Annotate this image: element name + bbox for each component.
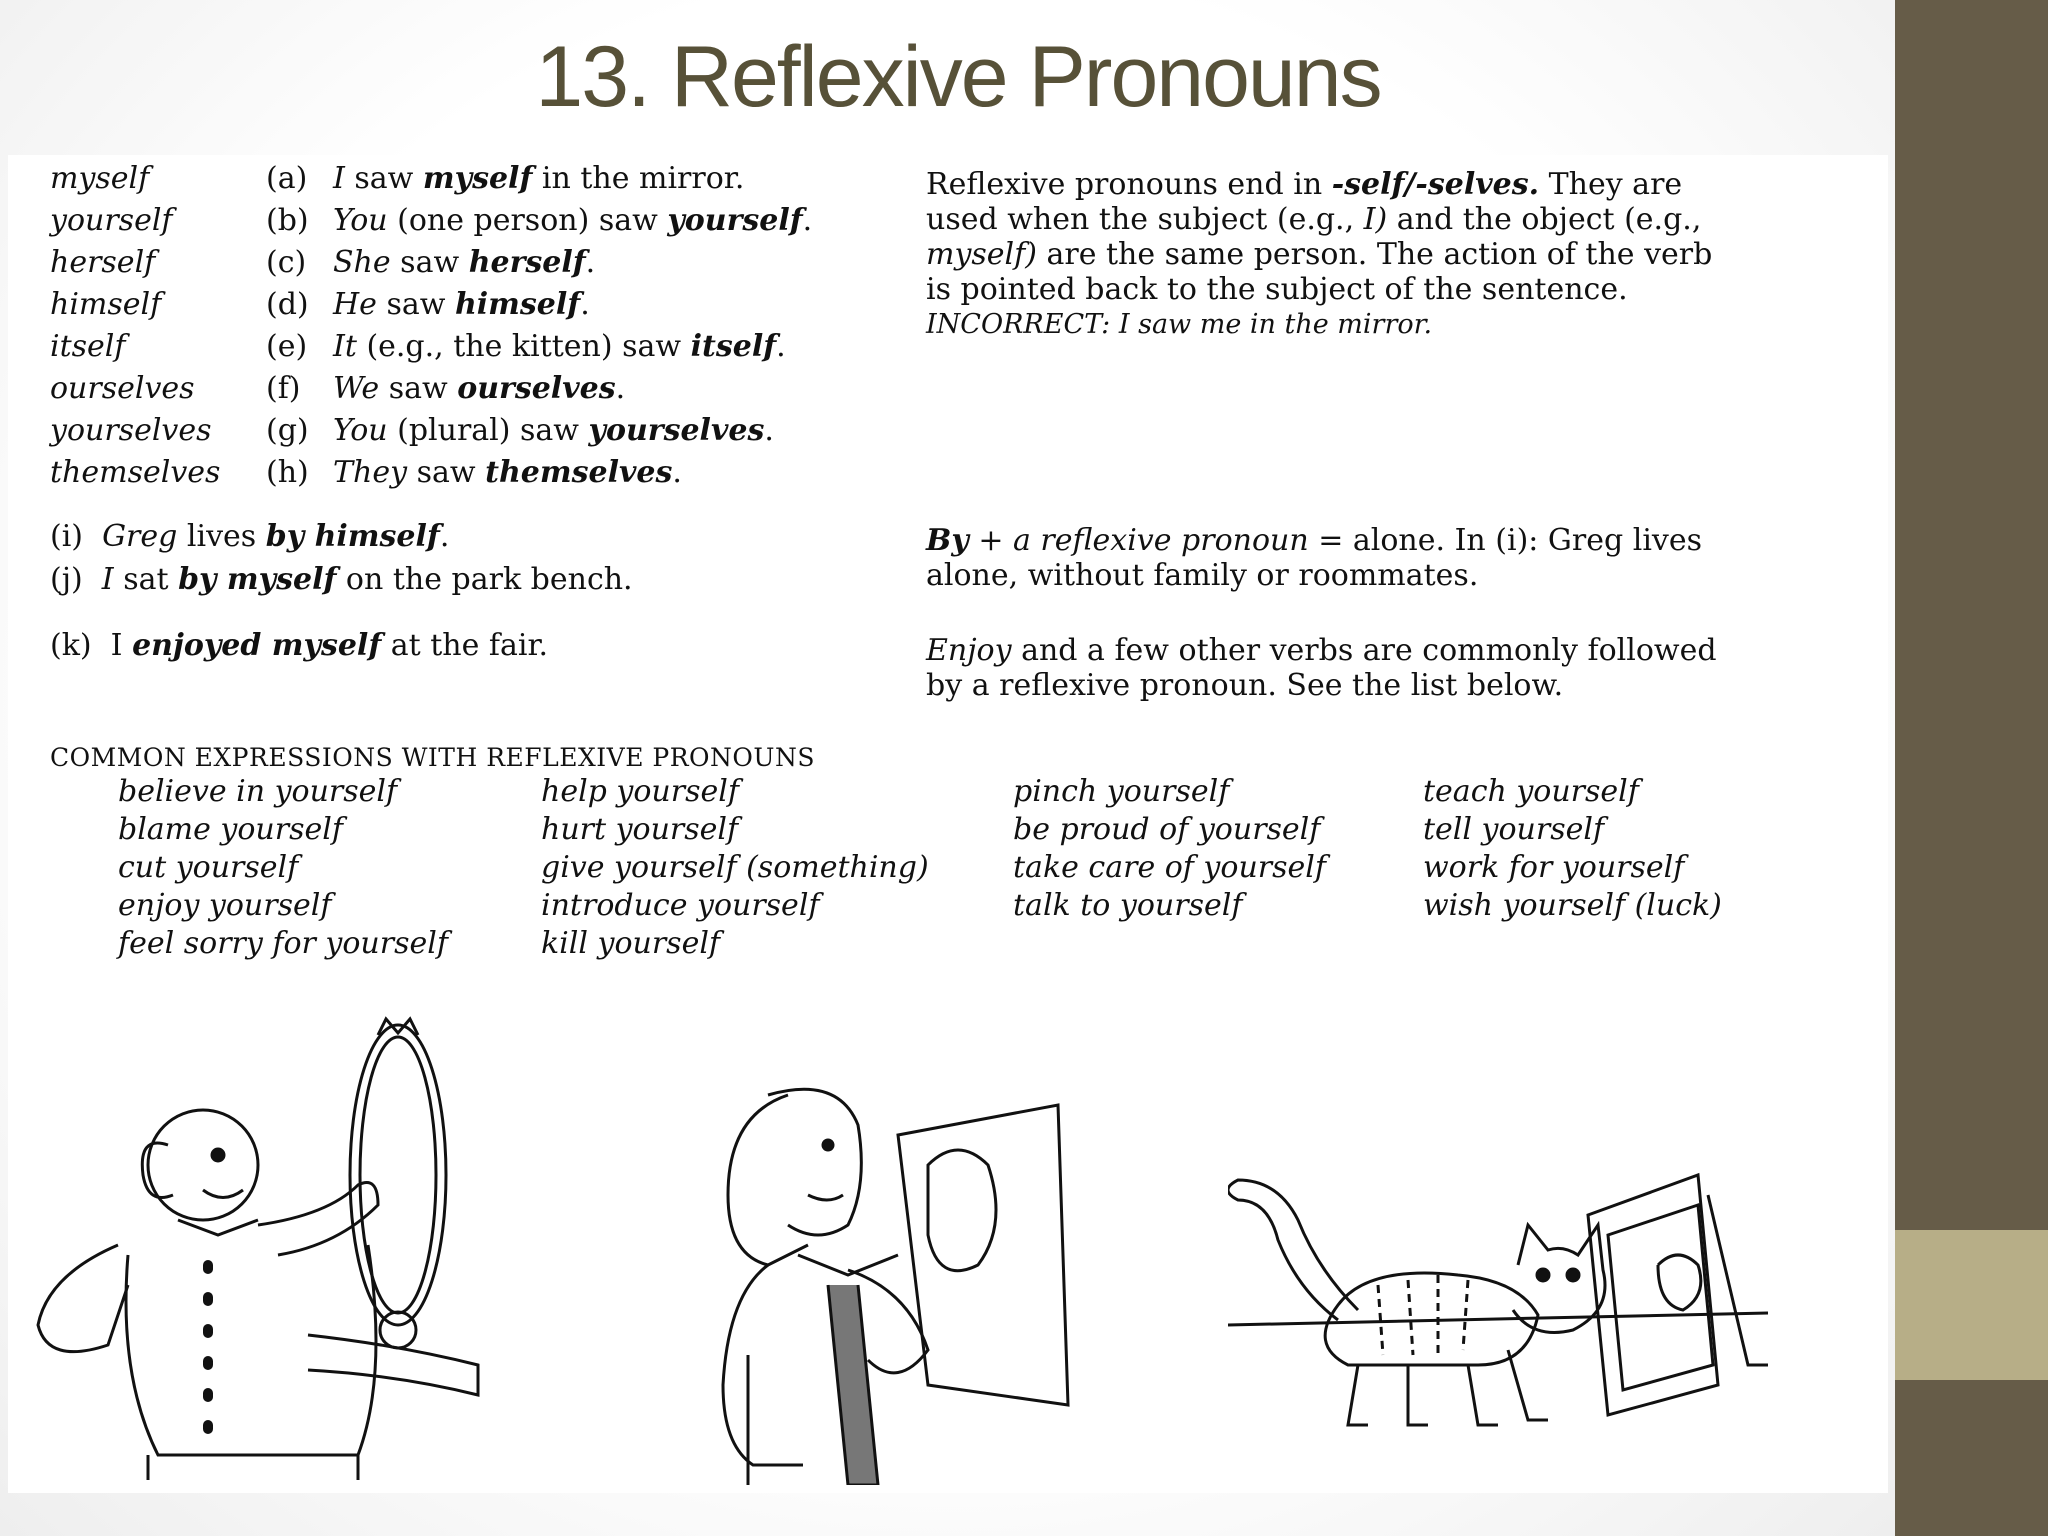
example-text: in the mirror. bbox=[532, 161, 745, 196]
example-text: saw bbox=[407, 455, 486, 490]
example-sentence bbox=[333, 161, 744, 196]
example-text: sat bbox=[113, 562, 179, 597]
expression-item: kill yourself bbox=[541, 926, 721, 961]
example-subject: It bbox=[333, 329, 357, 364]
example-text: . bbox=[776, 329, 786, 364]
example-label: (d) bbox=[266, 287, 309, 322]
example-label: (i) bbox=[50, 519, 84, 554]
example-key: myself bbox=[422, 161, 533, 196]
explain-italic: + a reflexive pronoun bbox=[968, 523, 1309, 558]
example-sentence bbox=[333, 455, 682, 490]
example-text: saw bbox=[344, 161, 423, 196]
expressions-col-4 bbox=[1423, 773, 1722, 925]
expression-item: teach yourself bbox=[1423, 774, 1639, 809]
example-key: by myself bbox=[178, 562, 337, 597]
expressions-col-3 bbox=[1013, 773, 1326, 925]
expression-item: take care of yourself bbox=[1013, 850, 1326, 885]
grammar-chart bbox=[8, 155, 1888, 1493]
pronoun-myself: myself bbox=[50, 161, 150, 196]
slide-title: 13. Reflexive Pronouns bbox=[535, 29, 1381, 125]
expression-item: hurt yourself bbox=[541, 812, 739, 847]
example-key: herself bbox=[468, 245, 586, 280]
example-k bbox=[50, 629, 548, 663]
expression-item: be proud of yourself bbox=[1013, 812, 1321, 847]
expression-item: give yourself (something) bbox=[541, 850, 929, 885]
man-mirror-illustration bbox=[28, 1015, 508, 1485]
expression-item: blame yourself bbox=[118, 812, 343, 847]
explain-text: by a reflexive pronoun. See the list below. bbox=[926, 668, 1564, 703]
example-sentence bbox=[333, 413, 774, 448]
example-text: on the park bench. bbox=[336, 562, 633, 597]
example-text: . bbox=[802, 203, 813, 238]
example-text: . bbox=[580, 287, 590, 322]
pronoun-ourselves: ourselves bbox=[50, 371, 195, 406]
explain-italic: I) bbox=[1363, 202, 1388, 237]
example-text: (plural) saw bbox=[387, 413, 589, 448]
example-sentence bbox=[333, 245, 595, 280]
example-text: . bbox=[439, 519, 450, 554]
expression-item: help yourself bbox=[541, 774, 739, 809]
pronoun-itself: itself bbox=[50, 329, 126, 364]
cat-mirror-illustration bbox=[1228, 1155, 1788, 1475]
explain-text: is pointed back to the subject of the sentence. bbox=[926, 272, 1628, 307]
expression-item: work for yourself bbox=[1423, 850, 1685, 885]
pronoun-yourselves: yourselves bbox=[50, 413, 212, 448]
example-key: ourselves bbox=[457, 371, 616, 406]
example-i bbox=[50, 520, 449, 554]
example-key: by himself bbox=[265, 519, 440, 554]
explain-text: and a few other verbs are commonly followed bbox=[1011, 633, 1717, 668]
example-label: (j) bbox=[50, 562, 83, 597]
explain-key: By bbox=[926, 523, 969, 558]
expressions-col-1 bbox=[118, 773, 448, 963]
example-subject: He bbox=[333, 287, 377, 322]
example-j bbox=[50, 563, 633, 597]
example-subject: You bbox=[333, 203, 388, 238]
expression-item: enjoy yourself bbox=[118, 888, 332, 923]
explanation-reflexive bbox=[926, 167, 1776, 342]
expression-item: pinch yourself bbox=[1013, 774, 1230, 809]
explanation-by bbox=[926, 523, 1776, 593]
explain-text: used when the subject (e.g., bbox=[926, 202, 1364, 237]
example-key: himself bbox=[454, 287, 581, 322]
example-subject: We bbox=[333, 371, 380, 406]
example-key: yourself bbox=[667, 203, 803, 238]
pronoun-herself: herself bbox=[50, 245, 156, 280]
example-label: (g) bbox=[266, 413, 309, 448]
example-subject: I bbox=[333, 161, 345, 196]
example-text: . bbox=[585, 245, 596, 280]
example-text: (e.g., the kitten) saw bbox=[356, 329, 691, 364]
explain-text: alone, without family or roommates. bbox=[926, 558, 1479, 593]
example-sentence bbox=[333, 203, 812, 238]
example-text: . bbox=[615, 371, 626, 406]
example-label: (c) bbox=[266, 245, 307, 280]
explain-italic: myself) bbox=[926, 237, 1037, 272]
example-text: (one person) saw bbox=[387, 203, 668, 238]
sidebar-accent bbox=[1895, 1230, 2048, 1380]
example-label: (h) bbox=[266, 455, 309, 490]
example-subject: I bbox=[101, 562, 114, 597]
example-subject: She bbox=[333, 245, 391, 280]
pronoun-himself: himself bbox=[50, 287, 162, 322]
example-text: I bbox=[110, 628, 133, 663]
explain-text: are the same person. The action of the verb bbox=[1036, 237, 1713, 272]
woman-mirror-illustration bbox=[708, 1055, 1078, 1485]
example-sentence bbox=[333, 329, 786, 364]
example-key: itself bbox=[690, 329, 777, 364]
expression-item: believe in yourself bbox=[118, 774, 398, 809]
example-text: saw bbox=[376, 287, 455, 322]
explain-text: They are bbox=[1539, 167, 1683, 202]
example-label: (f) bbox=[266, 371, 301, 406]
example-text: lives bbox=[177, 519, 266, 554]
expression-item: introduce yourself bbox=[541, 888, 820, 923]
example-text: . bbox=[764, 413, 774, 448]
expression-item: talk to yourself bbox=[1013, 888, 1243, 923]
explain-italic: Enjoy bbox=[926, 633, 1012, 668]
expression-item: tell yourself bbox=[1423, 812, 1605, 847]
example-text: at the fair. bbox=[381, 628, 549, 663]
example-sentence bbox=[333, 371, 625, 406]
expression-item: wish yourself (luck) bbox=[1423, 888, 1722, 923]
explain-key: -self/-selves. bbox=[1331, 167, 1540, 202]
expressions-col-2 bbox=[541, 773, 929, 963]
incorrect-example: INCORRECT: I saw me in the mirror. bbox=[926, 309, 1433, 340]
example-sentence bbox=[333, 287, 590, 322]
example-key: yourselves bbox=[588, 413, 765, 448]
pronoun-themselves: themselves bbox=[50, 455, 221, 490]
example-text: saw bbox=[379, 371, 458, 406]
expression-item: cut yourself bbox=[118, 850, 299, 885]
example-text: . bbox=[672, 455, 682, 490]
example-subject: Greg bbox=[102, 519, 178, 554]
example-label: (a) bbox=[266, 161, 308, 196]
expression-item: feel sorry for yourself bbox=[118, 926, 448, 961]
expressions-heading: COMMON EXPRESSIONS WITH REFLEXIVE PRONOUNS bbox=[50, 743, 815, 772]
example-label: (b) bbox=[266, 203, 309, 238]
explanation-enjoy bbox=[926, 633, 1776, 703]
example-key: themselves bbox=[485, 455, 673, 490]
explain-text: and the object (e.g., bbox=[1387, 202, 1702, 237]
example-subject: You bbox=[333, 413, 388, 448]
pronoun-yourself: yourself bbox=[50, 203, 173, 238]
example-key: enjoyed myself bbox=[132, 628, 382, 663]
explain-text: Reflexive pronouns end in bbox=[926, 167, 1332, 202]
example-subject: They bbox=[333, 455, 408, 490]
explain-text: = alone. In (i): Greg lives bbox=[1308, 523, 1703, 558]
example-text: saw bbox=[390, 245, 469, 280]
example-label: (e) bbox=[266, 329, 308, 364]
example-label: (k) bbox=[50, 628, 92, 663]
